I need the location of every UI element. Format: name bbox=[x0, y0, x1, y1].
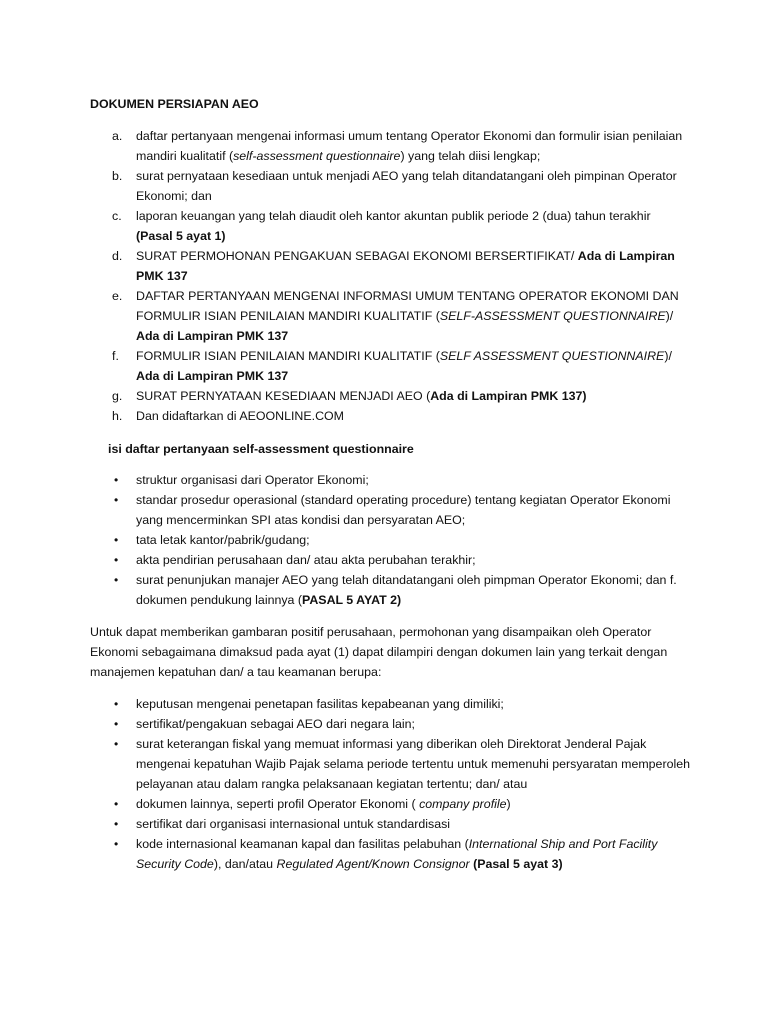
list-item bbox=[90, 166, 690, 206]
text-run: International Ship and Port Facility Security Code bbox=[136, 837, 658, 871]
list-marker: g. bbox=[112, 389, 123, 403]
questionnaire-list bbox=[90, 470, 690, 610]
list-item bbox=[90, 246, 690, 286]
bullet-item bbox=[90, 490, 690, 530]
list-item bbox=[90, 206, 690, 246]
text-run: ) bbox=[506, 797, 511, 811]
text-run: kode internasional keamanan kapal dan fasilitas pelabuhan ( bbox=[136, 837, 469, 851]
text-run: daftar pertanyaan mengenai informasi umum tentang Operator Ekonomi dan formulir isian penilaian mandiri kualitatif ( bbox=[136, 129, 683, 163]
text-run: Ada di Lampiran PMK 137 bbox=[136, 249, 675, 283]
list-marker: e. bbox=[112, 289, 123, 303]
list-item bbox=[90, 126, 690, 166]
text-run: sertifikat dari organisasi internasional untuk standardisasi bbox=[136, 817, 451, 831]
text-run: )/ bbox=[665, 309, 674, 323]
list-marker: b. bbox=[112, 169, 123, 183]
requirements-list bbox=[90, 126, 690, 426]
document-title: DOKUMEN PERSIAPAN AEO bbox=[90, 97, 259, 111]
text-run: surat penunjukan manajer AEO yang telah ditandatangani oleh pimpman Operator Ekonomi; dan f. dokumen pendukung lainnya ( bbox=[136, 573, 677, 607]
text-run: )/ bbox=[664, 349, 672, 363]
bullet-icon: • bbox=[114, 473, 119, 487]
text-run: FORMULIR ISIAN PENILAIAN MANDIRI KUALITATIF ( bbox=[136, 349, 440, 363]
bullet-item bbox=[90, 570, 690, 610]
text-run: surat keterangan fiskal yang memuat informasi yang diberikan oleh Direktorat Jenderal Pajak mengenai kepatuhan Wajib Pajak selama periode tertentu untuk memenuhi persyaratan memperoleh pelayanan atau dalam rangka pelaksanaan kegiatan tertentu; dan/ atau bbox=[136, 737, 690, 791]
text-run: tata letak kantor/pabrik/gudang; bbox=[136, 533, 310, 547]
list-marker: f. bbox=[112, 349, 119, 363]
list-marker: a. bbox=[112, 129, 123, 143]
list-item bbox=[90, 386, 690, 406]
document-page bbox=[90, 94, 690, 874]
bullet-item bbox=[90, 530, 690, 550]
bullet-item bbox=[90, 714, 690, 734]
text-run: Ada di Lampiran PMK 137 bbox=[136, 369, 289, 383]
text-run: (Pasal 5 ayat 1) bbox=[136, 229, 226, 243]
text-run: company profile bbox=[419, 797, 507, 811]
list-item bbox=[90, 406, 690, 426]
list-marker: c. bbox=[112, 209, 122, 223]
text-run: (Pasal 5 ayat 3) bbox=[473, 857, 563, 871]
bullet-item bbox=[90, 550, 690, 570]
text-run: keputusan mengenai penetapan fasilitas kepabeanan yang dimiliki; bbox=[136, 697, 504, 711]
list-item bbox=[90, 346, 690, 386]
bullet-item bbox=[90, 834, 690, 874]
bullet-item bbox=[90, 470, 690, 490]
text-run: Regulated Agent/Known Consignor bbox=[276, 857, 470, 871]
text-run: sertifikat/pengakuan sebagai AEO dari negara lain; bbox=[136, 717, 415, 731]
bullet-icon: • bbox=[114, 837, 119, 851]
bullet-icon: • bbox=[114, 817, 119, 831]
list-marker: h. bbox=[112, 409, 123, 423]
text-run: SELF-ASSESSMENT QUESTIONNAIRE bbox=[439, 309, 666, 323]
text-run: dokumen lainnya, seperti profil Operator Ekonomi ( bbox=[136, 797, 420, 811]
text-run: ), dan/atau bbox=[213, 857, 277, 871]
text-run: laporan keuangan yang telah diaudit oleh kantor akuntan publik periode 2 (dua) tahun terakhir bbox=[136, 209, 651, 223]
body-paragraph: Untuk dapat memberikan gambaran positif perusahaan, permohonan yang disampaikan oleh Operator Ekonomi sebagaimana dimaksud pada ayat (1) dapat dilampiri dengan dokumen lain yang terkait dengan manajemen kepatuhan dan/ a tau keamanan berupa: bbox=[90, 625, 668, 679]
bullet-icon: • bbox=[114, 573, 119, 587]
bullet-icon: • bbox=[114, 553, 119, 567]
bullet-icon: • bbox=[114, 493, 119, 507]
questionnaire-heading: isi daftar pertanyaan self-assessment questionnaire bbox=[108, 442, 414, 456]
text-run: Dan didaftarkan di AEOONLINE.COM bbox=[136, 409, 344, 423]
text-run: standar prosedur operasional (standard operating procedure) tentang kegiatan Operator Ekonomi yang mencerminkan SPI atas kondisi dan persyaratan AEO; bbox=[136, 493, 671, 527]
text-run: DAFTAR PERTANYAAN MENGENAI INFORMASI UMUM TENTANG OPERATOR EKONOMI DAN FORMULIR ISIAN PENILAIAN MANDIRI KUALITATIF ( bbox=[136, 289, 679, 323]
bullet-item bbox=[90, 694, 690, 714]
bullet-item bbox=[90, 814, 690, 834]
text-run: surat pernyataan kesediaan untuk menjadi AEO yang telah ditandatangani oleh pimpinan Operator Ekonomi; dan bbox=[136, 169, 677, 203]
text-run: SURAT PERNYATAAN KESEDIAAN MENJADI AEO ( bbox=[136, 389, 431, 403]
bullet-item bbox=[90, 794, 690, 814]
bullet-icon: • bbox=[114, 737, 119, 751]
text-run: Ada di Lampiran PMK 137 bbox=[136, 329, 289, 343]
text-run: struktur organisasi dari Operator Ekonomi; bbox=[136, 473, 369, 487]
bullet-icon: • bbox=[114, 697, 119, 711]
text-run: self-assessment questionnaire bbox=[233, 149, 401, 163]
list-marker: d. bbox=[112, 249, 123, 263]
bullet-icon: • bbox=[114, 717, 119, 731]
supporting-documents-list bbox=[90, 694, 690, 874]
text-run: SELF ASSESSMENT QUESTIONNAIRE bbox=[439, 349, 665, 363]
text-run: akta pendirian perusahaan dan/ atau akta perubahan terakhir; bbox=[136, 553, 476, 567]
bullet-icon: • bbox=[114, 533, 119, 547]
text-run: SURAT PERMOHONAN PENGAKUAN SEBAGAI EKONOMI BERSERTIFIKAT/ bbox=[136, 249, 578, 263]
text-run: ) yang telah diisi lengkap; bbox=[400, 149, 541, 163]
text-run: PASAL 5 AYAT 2) bbox=[302, 593, 402, 607]
bullet-item bbox=[90, 734, 690, 794]
text-run: Ada di Lampiran PMK 137) bbox=[430, 389, 587, 403]
list-item bbox=[90, 286, 690, 346]
bullet-icon: • bbox=[114, 797, 119, 811]
